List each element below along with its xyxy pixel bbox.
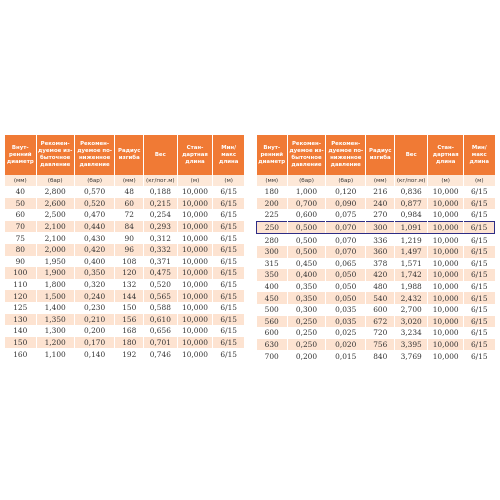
table-cell: 6/15 — [464, 327, 495, 339]
table-cell: 72 — [115, 209, 144, 221]
table-cell: 1,950 — [36, 256, 74, 268]
table-cell: 1,300 — [36, 325, 74, 337]
table-cell: 0,250 — [287, 327, 325, 339]
units-row — [257, 175, 495, 186]
table-row — [5, 314, 244, 326]
table-row — [257, 316, 495, 328]
table-row — [5, 232, 244, 244]
header-weight: Вес — [395, 135, 428, 175]
table-cell: 0,070 — [326, 221, 366, 234]
table-cell: 48 — [115, 186, 144, 198]
table-cell: 600 — [257, 327, 288, 339]
table-cell: 0,215 — [144, 198, 177, 210]
table-cell: 250 — [257, 221, 288, 234]
table-cell: 0,200 — [287, 350, 325, 362]
table-cell: 0,570 — [74, 186, 115, 198]
table-cell: 6/15 — [464, 304, 495, 316]
unit-cell: (мм) — [5, 175, 36, 186]
table-cell: 0,520 — [74, 198, 115, 210]
table-row — [5, 209, 244, 221]
table-row — [257, 327, 495, 339]
table-cell: 84 — [115, 221, 144, 233]
table-cell: 3,395 — [395, 339, 428, 351]
table-cell: 120 — [115, 267, 144, 279]
table-row — [5, 325, 244, 337]
table-cell: 6/15 — [213, 314, 244, 326]
table-cell: 0,070 — [326, 234, 366, 246]
table-cell: 0,070 — [326, 246, 366, 258]
unit-cell: (кг/пог.м) — [144, 175, 177, 186]
table-row — [257, 304, 495, 316]
header-overpressure: Рекомен- дуемое из- быточное давление — [36, 135, 74, 175]
table-cell: 10,000 — [428, 209, 464, 221]
table-cell: 6/15 — [213, 244, 244, 256]
table-cell: 630 — [257, 339, 288, 351]
table-row — [5, 267, 244, 279]
table-cell: 1,500 — [36, 290, 74, 302]
table-cell: 6/15 — [464, 292, 495, 304]
table-row — [5, 337, 244, 349]
unit-cell: (бар) — [74, 175, 115, 186]
table-left — [5, 135, 244, 360]
table-cell: 0,312 — [144, 232, 177, 244]
units-row — [5, 175, 244, 186]
table-cell: 6/15 — [213, 198, 244, 210]
table-cell: 0,350 — [287, 292, 325, 304]
table-row — [5, 198, 244, 210]
table-cell: 720 — [366, 327, 395, 339]
table-cell: 10,000 — [177, 337, 213, 349]
table-cell: 540 — [366, 292, 395, 304]
table-row — [257, 350, 495, 362]
table-cell: 0,210 — [74, 314, 115, 326]
header-bend-radius: Радиус изгиба — [366, 135, 395, 175]
table-cell: 6/15 — [464, 339, 495, 351]
table-cell: 6/15 — [464, 350, 495, 362]
table-cell: 75 — [5, 232, 36, 244]
table-cell: 120 — [5, 290, 36, 302]
table-row — [257, 258, 495, 270]
table-cell: 140 — [5, 325, 36, 337]
table-cell: 168 — [115, 325, 144, 337]
table-cell: 0,984 — [395, 209, 428, 221]
table-cell: 1,988 — [395, 281, 428, 293]
table-cell: 80 — [5, 244, 36, 256]
table-cell: 2,100 — [36, 232, 74, 244]
table-cell: 1,571 — [395, 258, 428, 270]
table-cell: 0,470 — [74, 209, 115, 221]
header-underpressure: Рекомен- дуемое по- ниженное давление — [326, 135, 366, 175]
table-cell: 560 — [257, 316, 288, 328]
table-cell: 0,420 — [74, 244, 115, 256]
table-cell: 0,320 — [74, 279, 115, 291]
table-cell: 150 — [115, 302, 144, 314]
table-cell: 10,000 — [428, 292, 464, 304]
table-cell: 0,035 — [326, 316, 366, 328]
table-cell: 0,836 — [395, 186, 428, 198]
table-cell: 1,000 — [287, 186, 325, 198]
table-cell: 132 — [115, 279, 144, 291]
table-cell: 1,200 — [36, 337, 74, 349]
table-cell: 2,500 — [36, 209, 74, 221]
table-cell: 0,230 — [74, 302, 115, 314]
table-cell: 144 — [115, 290, 144, 302]
table-cell: 0,500 — [287, 221, 325, 234]
table-cell: 90 — [5, 256, 36, 268]
table-cell: 350 — [257, 269, 288, 281]
table-cell: 0,701 — [144, 337, 177, 349]
table-cell: 225 — [257, 209, 288, 221]
table-cell: 3,234 — [395, 327, 428, 339]
table-cell: 1,497 — [395, 246, 428, 258]
table-cell: 10,000 — [428, 269, 464, 281]
table-cell: 1,091 — [395, 221, 428, 234]
unit-cell: (мм) — [257, 175, 288, 186]
table-row — [257, 281, 495, 293]
table-row — [257, 246, 495, 258]
table-cell: 50 — [5, 198, 36, 210]
table-cell: 0,565 — [144, 290, 177, 302]
table-cell: 70 — [5, 221, 36, 233]
table-row — [257, 339, 495, 351]
table-cell: 0,065 — [326, 258, 366, 270]
table-cell: 1,900 — [36, 267, 74, 279]
table-row — [5, 221, 244, 233]
table-cell: 360 — [366, 246, 395, 258]
table-cell: 1,100 — [36, 348, 74, 360]
table-cell: 100 — [5, 267, 36, 279]
table-cell: 0,700 — [287, 198, 325, 210]
table-cell: 6/15 — [464, 221, 495, 234]
table-cell: 10,000 — [428, 339, 464, 351]
table-cell: 130 — [5, 314, 36, 326]
table-cell: 0,025 — [326, 327, 366, 339]
table-cell: 2,600 — [36, 198, 74, 210]
header-row — [5, 135, 244, 175]
table-cell: 0,350 — [287, 281, 325, 293]
header-overpressure: Рекомен- дуемое из- быточное давление — [287, 135, 325, 175]
table-cell: 2,800 — [36, 186, 74, 198]
table-cell: 0,588 — [144, 302, 177, 314]
table-cell: 6/15 — [464, 186, 495, 198]
table-cell: 400 — [257, 281, 288, 293]
table-cell: 0,400 — [74, 256, 115, 268]
table-cell: 125 — [5, 302, 36, 314]
header-weight: Вес — [144, 135, 177, 175]
table-cell: 150 — [5, 337, 36, 349]
table-cell: 2,432 — [395, 292, 428, 304]
table-row-highlighted — [257, 221, 495, 234]
table-cell: 700 — [257, 350, 288, 362]
table-cell: 10,000 — [428, 327, 464, 339]
table-row — [257, 269, 495, 281]
table-cell: 6/15 — [213, 348, 244, 360]
header-row — [257, 135, 495, 175]
unit-cell: (м) — [213, 175, 244, 186]
table-cell: 10,000 — [177, 348, 213, 360]
header-min-max-length: Мин/ макс длина — [464, 135, 495, 175]
unit-cell: (мм) — [115, 175, 144, 186]
table-cell: 6/15 — [213, 186, 244, 198]
table-row — [257, 186, 495, 198]
unit-cell: (м) — [428, 175, 464, 186]
table-row — [5, 256, 244, 268]
table-cell: 0,050 — [326, 292, 366, 304]
table-cell: 110 — [5, 279, 36, 291]
table-cell: 96 — [115, 244, 144, 256]
table-cell: 10,000 — [177, 198, 213, 210]
table-cell: 2,700 — [395, 304, 428, 316]
table-cell: 1,350 — [36, 314, 74, 326]
table-cell: 10,000 — [428, 186, 464, 198]
table-cell: 180 — [115, 337, 144, 349]
table-cell: 600 — [366, 304, 395, 316]
table-cell: 0,500 — [287, 246, 325, 258]
table-cell: 2,100 — [36, 221, 74, 233]
table-cell: 216 — [366, 186, 395, 198]
table-cell: 6/15 — [213, 325, 244, 337]
table-cell: 0,035 — [326, 304, 366, 316]
table-right — [256, 135, 495, 362]
table-cell: 3,020 — [395, 316, 428, 328]
table-cell: 756 — [366, 339, 395, 351]
unit-cell: (мм) — [366, 175, 395, 186]
table-cell: 0,250 — [287, 316, 325, 328]
table-cell: 6/15 — [464, 258, 495, 270]
table-cell: 6/15 — [464, 269, 495, 281]
table-cell: 0,400 — [287, 269, 325, 281]
header-min-max-length: Мин/ макс длина — [213, 135, 244, 175]
table-cell: 6/15 — [213, 209, 244, 221]
table-cell: 10,000 — [428, 221, 464, 234]
table-row — [5, 348, 244, 360]
table-row — [5, 290, 244, 302]
table-cell: 0,746 — [144, 348, 177, 360]
table-row — [257, 292, 495, 304]
table-cell: 0,120 — [326, 186, 366, 198]
table-cell: 10,000 — [177, 302, 213, 314]
table-cell: 0,500 — [287, 234, 325, 246]
table-cell: 10,000 — [428, 258, 464, 270]
table-cell: 0,610 — [144, 314, 177, 326]
table-cell: 10,000 — [177, 325, 213, 337]
table-cell: 0,350 — [74, 267, 115, 279]
table-cell: 0,293 — [144, 221, 177, 233]
table-cell: 1,800 — [36, 279, 74, 291]
unit-cell: (бар) — [287, 175, 325, 186]
table-cell: 0,877 — [395, 198, 428, 210]
table-cell: 315 — [257, 258, 288, 270]
table-cell: 672 — [366, 316, 395, 328]
table-cell: 0,250 — [287, 339, 325, 351]
table-cell: 6/15 — [213, 290, 244, 302]
table-cell: 6/15 — [464, 246, 495, 258]
unit-cell: (кг/пог.м) — [395, 175, 428, 186]
table-cell: 40 — [5, 186, 36, 198]
table-cell: 6/15 — [213, 256, 244, 268]
table-cell: 10,000 — [177, 209, 213, 221]
table-cell: 10,000 — [177, 314, 213, 326]
table-cell: 0,430 — [74, 232, 115, 244]
table-cell: 300 — [366, 221, 395, 234]
table-cell: 200 — [257, 198, 288, 210]
table-cell: 6/15 — [464, 234, 495, 246]
table-cell: 480 — [366, 281, 395, 293]
table-cell: 0,140 — [74, 348, 115, 360]
table-cell: 6/15 — [213, 279, 244, 291]
table-cell: 0,520 — [144, 279, 177, 291]
table-cell: 0,075 — [326, 209, 366, 221]
table-cell: 6/15 — [464, 209, 495, 221]
table-cell: 6/15 — [464, 316, 495, 328]
header-bend-radius: Радиус изгиба — [115, 135, 144, 175]
table-cell: 6/15 — [213, 221, 244, 233]
table-row — [5, 302, 244, 314]
table-cell: 3,769 — [395, 350, 428, 362]
table-cell: 336 — [366, 234, 395, 246]
table-cell: 10,000 — [428, 234, 464, 246]
header-standard-length: Стан- дартная длина — [428, 135, 464, 175]
table-cell: 0,656 — [144, 325, 177, 337]
table-cell: 0,170 — [74, 337, 115, 349]
table-cell: 0,450 — [287, 258, 325, 270]
table-cell: 6/15 — [213, 267, 244, 279]
table-cell: 0,015 — [326, 350, 366, 362]
table-cell: 0,020 — [326, 339, 366, 351]
table-cell: 300 — [257, 246, 288, 258]
table-cell: 6/15 — [464, 281, 495, 293]
unit-cell: (бар) — [36, 175, 74, 186]
table-cell: 0,240 — [74, 290, 115, 302]
header-inner-diameter: Внут- ренний диаметр — [5, 135, 36, 175]
unit-cell: (м) — [177, 175, 213, 186]
table-cell: 10,000 — [177, 279, 213, 291]
table-cell: 10,000 — [177, 256, 213, 268]
table-cell: 240 — [366, 198, 395, 210]
table-cell: 840 — [366, 350, 395, 362]
table-cell: 0,188 — [144, 186, 177, 198]
table-cell: 0,254 — [144, 209, 177, 221]
table-cell: 156 — [115, 314, 144, 326]
table-cell: 0,050 — [326, 269, 366, 281]
table-row — [257, 209, 495, 221]
header-underpressure: Рекомен- дуемое по- ниженное давление — [74, 135, 115, 175]
table-cell: 270 — [366, 209, 395, 221]
table-cell: 0,200 — [74, 325, 115, 337]
table-cell: 180 — [257, 186, 288, 198]
table-cell: 10,000 — [177, 290, 213, 302]
table-cell: 0,371 — [144, 256, 177, 268]
table-cell: 420 — [366, 269, 395, 281]
unit-cell: (м) — [464, 175, 495, 186]
table-cell: 10,000 — [428, 350, 464, 362]
table-cell: 10,000 — [428, 316, 464, 328]
table-cell: 10,000 — [177, 244, 213, 256]
table-row — [257, 234, 495, 246]
table-cell: 450 — [257, 292, 288, 304]
table-cell: 0,090 — [326, 198, 366, 210]
table-cell: 108 — [115, 256, 144, 268]
table-cell: 280 — [257, 234, 288, 246]
table-cell: 10,000 — [177, 267, 213, 279]
table-cell: 1,219 — [395, 234, 428, 246]
table-cell: 192 — [115, 348, 144, 360]
table-cell: 160 — [5, 348, 36, 360]
table-row — [5, 279, 244, 291]
table-cell: 10,000 — [177, 221, 213, 233]
table-cell: 6/15 — [213, 337, 244, 349]
header-standard-length: Стан- дартная длина — [177, 135, 213, 175]
table-cell: 1,742 — [395, 269, 428, 281]
table-cell: 2,000 — [36, 244, 74, 256]
table-cell: 10,000 — [177, 232, 213, 244]
table-cell: 500 — [257, 304, 288, 316]
table-cell: 10,000 — [428, 198, 464, 210]
table-row — [257, 198, 495, 210]
table-cell: 60 — [5, 209, 36, 221]
table-cell: 60 — [115, 198, 144, 210]
table-cell: 90 — [115, 232, 144, 244]
header-inner-diameter: Внут- ренний диаметр — [257, 135, 288, 175]
table-row — [5, 244, 244, 256]
table-cell: 0,440 — [74, 221, 115, 233]
unit-cell: (бар) — [326, 175, 366, 186]
table-cell: 6/15 — [464, 198, 495, 210]
table-cell: 10,000 — [428, 304, 464, 316]
table-cell: 0,475 — [144, 267, 177, 279]
table-cell: 378 — [366, 258, 395, 270]
table-cell: 0,300 — [287, 304, 325, 316]
table-cell: 6/15 — [213, 302, 244, 314]
table-cell: 1,400 — [36, 302, 74, 314]
table-cell: 6/15 — [213, 232, 244, 244]
table-cell: 10,000 — [428, 281, 464, 293]
table-row — [5, 186, 244, 198]
table-cell: 10,000 — [428, 246, 464, 258]
table-cell: 10,000 — [177, 186, 213, 198]
table-cell: 0,332 — [144, 244, 177, 256]
table-cell: 0,600 — [287, 209, 325, 221]
table-cell: 0,050 — [326, 281, 366, 293]
